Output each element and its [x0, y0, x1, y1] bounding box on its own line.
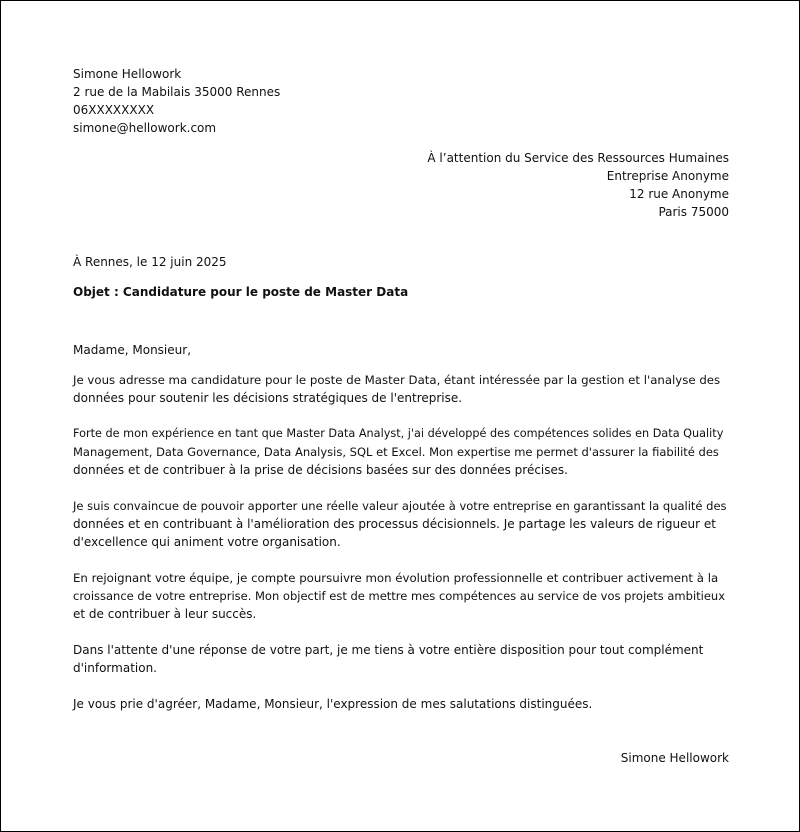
paragraph-line: Forte de mon expérience en tant que Master Data Analyst, j'ai développé des compétences solides en Data Quality [73, 427, 724, 440]
body-paragraph [73, 425, 729, 479]
recipient-block [73, 149, 729, 221]
signature [73, 749, 729, 767]
signature-name: Simone Hellowork [620, 751, 729, 765]
paragraph-line: d'information. [73, 661, 157, 675]
recipient-street: 12 rue Anonyme [629, 187, 729, 201]
sender-email: simone@hellowork.com [73, 121, 217, 135]
paragraph-line: Je vous adresse ma candidature pour le poste de Master Data, étant intéressée par la gestion et l'analyse des [73, 373, 721, 387]
salutation-text: Madame, Monsieur, [73, 343, 192, 357]
paragraph-line: d'excellence qui animent votre organisation. [73, 535, 341, 549]
subject-line [73, 283, 729, 301]
paragraph-line: Je suis convaincue de pouvoir apporter une réelle valeur ajoutée à votre entreprise en garantissant la qualité des [73, 499, 727, 513]
recipient-attention: À l’attention du Service des Ressources Humaines [427, 151, 729, 165]
recipient-city: Paris 75000 [658, 205, 729, 219]
subject-text: Objet : Candidature pour le poste de Master Data [73, 285, 409, 299]
place-date-text: À Rennes, le 12 juin 2025 [73, 255, 227, 269]
paragraph-line: Management, Data Governance, Data Analysis, SQL et Excel. Mon expertise me permet d'assurer la fiabilité des [73, 445, 719, 459]
sender-phone: 06XXXXXXXX [73, 103, 155, 117]
sender-block [73, 65, 729, 137]
paragraph-line: Je vous prie d'agréer, Madame, Monsieur, l'expression de mes salutations distinguées. [73, 697, 593, 711]
salutation [73, 341, 729, 359]
body-paragraph [73, 497, 729, 551]
paragraph-line: données pour soutenir les décisions stratégiques de l'entreprise. [73, 391, 463, 405]
sender-name: Simone Hellowork [73, 67, 182, 81]
paragraph-line: données et en contribuant à l'amélioration des processus décisionnels. Je partage les valeurs de rigueur et [73, 517, 716, 531]
body-paragraph [73, 641, 729, 677]
paragraph-line: En rejoignant votre équipe, je compte poursuivre mon évolution professionnelle et contribuer activement à la [73, 571, 719, 585]
paragraph-line: données et de contribuer à la prise de décisions basées sur des données précises. [73, 463, 568, 477]
closing-paragraph [73, 695, 729, 713]
body-paragraph [73, 569, 729, 623]
paragraph-line: et de contribuer à leur succès. [73, 607, 257, 621]
sender-address: 2 rue de la Mabilais 35000 Rennes [73, 85, 281, 99]
place-date [73, 253, 729, 271]
body-paragraph [73, 371, 729, 407]
paragraph-line: croissance de votre entreprise. Mon objectif est de mettre mes compétences au service de vos projets ambitieux [73, 589, 726, 603]
paragraph-line: Dans l'attente d'une réponse de votre part, je me tiens à votre entière disposition pour tout complément [73, 643, 704, 657]
recipient-company: Entreprise Anonyme [606, 169, 729, 183]
